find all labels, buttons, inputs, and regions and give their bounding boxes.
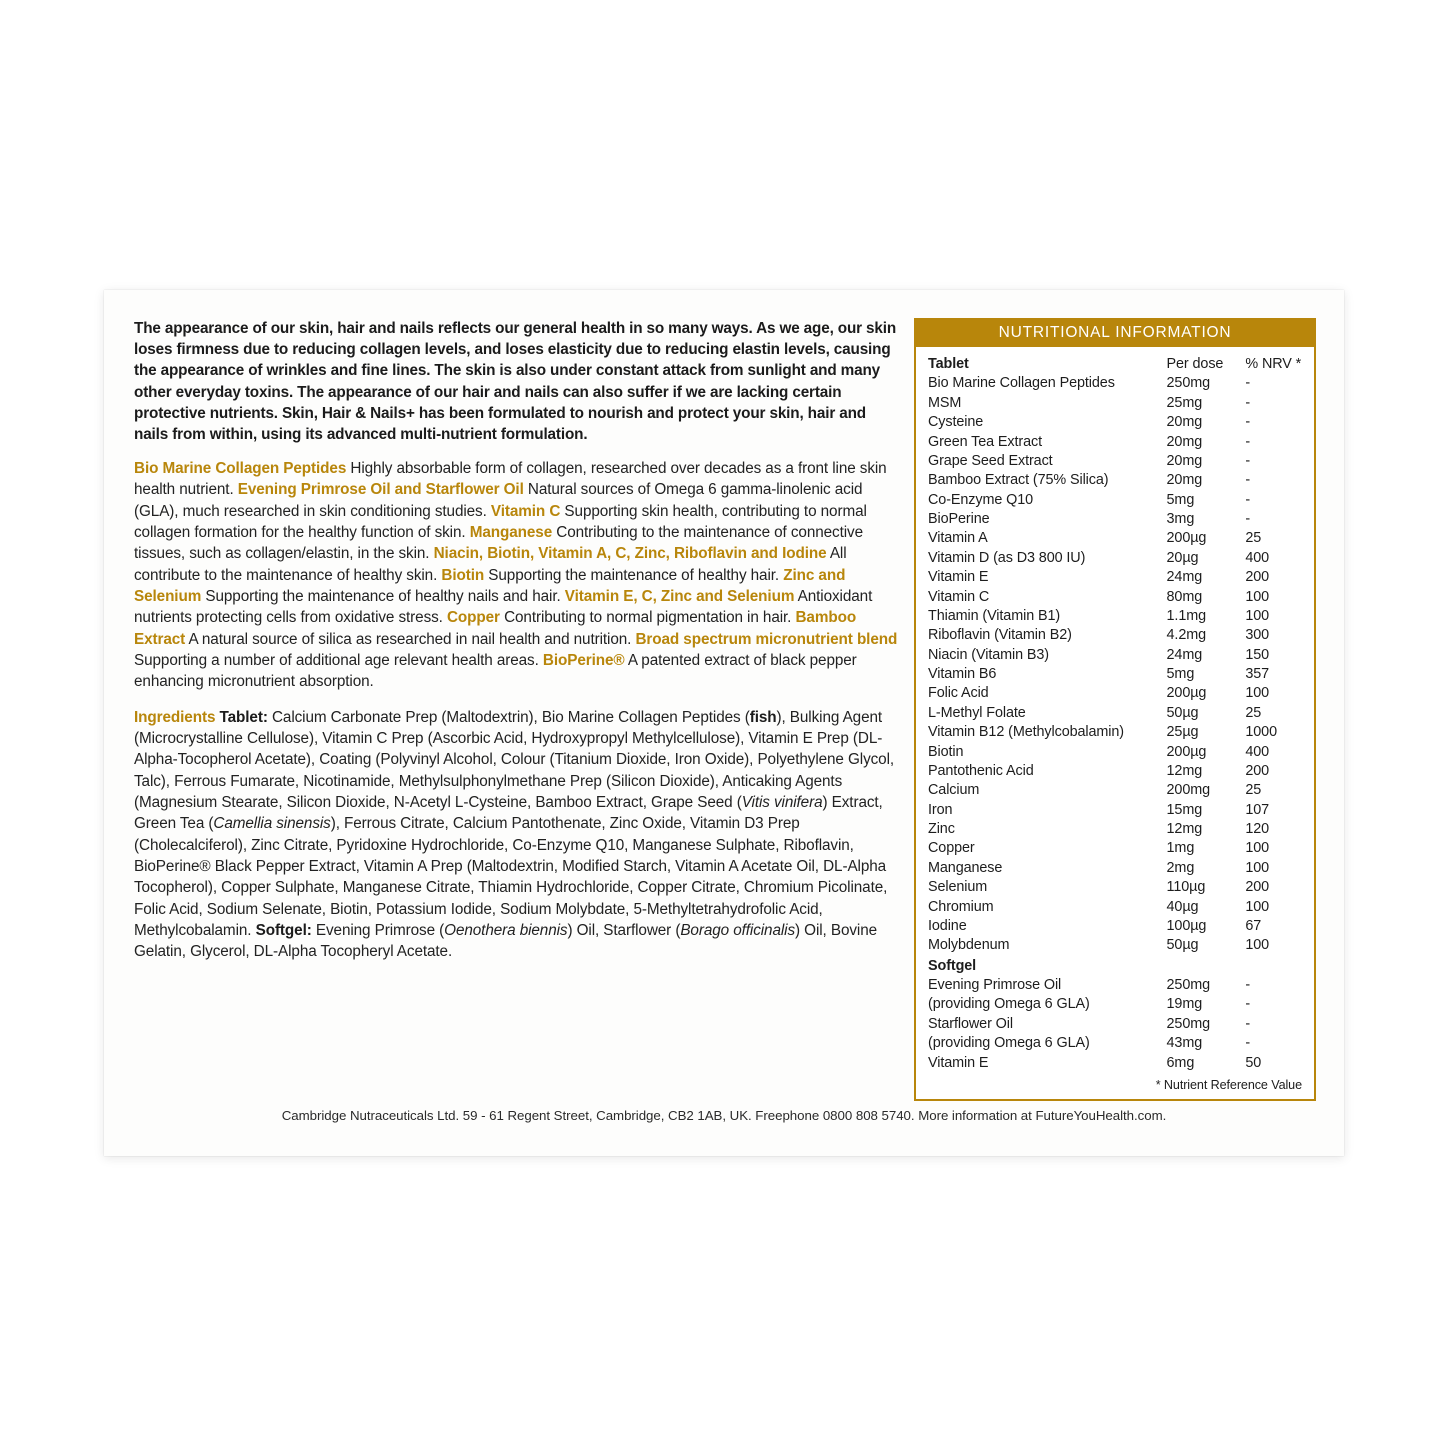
nutrient-name: BioPerine	[928, 511, 990, 527]
nutrient-name: Vitamin D (as D3 800 IU)	[928, 549, 1086, 566]
table-row	[928, 374, 1304, 393]
nutrient-name: Biotin	[928, 743, 964, 760]
table-row	[928, 549, 1304, 568]
nutrient-dose: 250mg	[1166, 977, 1211, 993]
nutrient-name: Grape Seed Extract	[928, 452, 1053, 469]
benefit-text: Supporting the maintenance of healthy hair.	[484, 566, 784, 584]
nutrient-nrv: 100	[1245, 937, 1270, 954]
benefit-term: Niacin, Biotin, Vitamin A, C, Zinc, Riboflavin and Iodine	[433, 545, 827, 563]
benefit-text: Contributing to normal pigmentation in hair.	[499, 609, 796, 627]
benefit-term: Zinc and Selenium	[134, 566, 846, 605]
nutrient-name: Pantothenic Acid	[928, 762, 1034, 779]
table-row	[928, 684, 1304, 703]
nutrient-nrv: 200	[1245, 762, 1270, 779]
nutrition-title: NUTRITIONAL INFORMATION	[916, 320, 1314, 347]
nutrient-nrv: -	[1245, 452, 1251, 469]
nutrient-nrv: 100	[1245, 840, 1270, 857]
nutrient-dose: 4.2mg	[1166, 627, 1207, 644]
table-row	[928, 1015, 1304, 1034]
nutrient-name: (providing Omega 6 GLA)	[928, 996, 1090, 1013]
nutrient-dose: 5mg	[1166, 491, 1195, 508]
nutrient-name: Vitamin E	[928, 569, 989, 586]
table-row	[928, 995, 1304, 1014]
nutrition-table	[928, 355, 1304, 1073]
product-label-panel	[104, 290, 1344, 1156]
nutrient-nrv: -	[1245, 394, 1251, 411]
table-row	[928, 839, 1304, 858]
nutrient-nrv: 107	[1245, 801, 1270, 818]
left-column	[134, 318, 899, 963]
nutrient-dose: 24mg	[1166, 569, 1203, 586]
nutrient-dose: 50µg	[1166, 937, 1199, 954]
nutrient-nrv: 100	[1245, 685, 1270, 702]
nutrient-name: Iron	[928, 801, 953, 818]
nutrient-dose	[1167, 956, 1246, 976]
nutrient-name: Zinc	[928, 821, 955, 837]
benefits-paragraph	[134, 458, 899, 693]
nutrient-name: Molybdenum	[928, 937, 1010, 954]
nutrient-nrv: -	[1245, 1015, 1251, 1032]
table-row	[928, 801, 1304, 820]
table-row	[928, 607, 1304, 626]
nutrient-dose: 110µg	[1166, 879, 1206, 896]
ingredients-text-5: Evening Primrose (	[311, 921, 445, 939]
table-row	[928, 471, 1304, 490]
nutrient-name: Cysteine	[928, 414, 984, 431]
benefit-text: Supporting a number of additional age relevant health areas.	[134, 651, 543, 669]
nutrient-nrv: 100	[1245, 898, 1270, 915]
table-row	[928, 568, 1304, 587]
nutrient-dose: 200µg	[1166, 743, 1207, 760]
nutrient-nrv: -	[1245, 511, 1251, 527]
table-row	[928, 781, 1304, 800]
ingredients-borago-latin: Borago officinalis	[680, 921, 796, 939]
nutrient-nrv: 200	[1245, 569, 1270, 586]
nutrient-dose: 1mg	[1166, 840, 1195, 857]
nrv-footnote: * Nutrient Reference Value	[1155, 1077, 1302, 1092]
benefit-term: BioPerine®	[542, 651, 625, 669]
benefit-text: All contribute to the maintenance of healthy skin.	[134, 545, 847, 584]
nutrient-nrv: 100	[1245, 607, 1270, 624]
nutrient-dose: 12mg	[1166, 762, 1203, 779]
benefit-text: Supporting the maintenance of healthy nails and hair.	[201, 588, 565, 605]
table-row	[928, 1034, 1304, 1053]
nutrient-name: Co-Enzyme Q10	[928, 491, 1034, 508]
nutrient-name: Manganese	[928, 859, 1003, 876]
nutrient-dose: 20µg	[1166, 549, 1199, 566]
softgel-section-row	[928, 956, 1304, 976]
nutrient-name: Vitamin B6	[928, 666, 997, 682]
table-row	[928, 704, 1304, 723]
ingredients-vitis-latin: Vitis vinifera	[741, 793, 823, 811]
nutrient-dose: 50µg	[1166, 704, 1199, 721]
nutrient-dose: 19mg	[1166, 996, 1203, 1013]
benefit-term: Biotin	[441, 566, 485, 584]
nutrient-nrv: 25	[1245, 530, 1262, 547]
table-row	[928, 452, 1304, 471]
nutrient-nrv: 200	[1245, 879, 1270, 896]
table-row	[928, 898, 1304, 917]
nutrient-nrv: 25	[1245, 782, 1262, 799]
nutrient-nrv: -	[1245, 414, 1251, 431]
nutrient-nrv: -	[1245, 977, 1251, 993]
benefit-text: Natural sources of Omega 6 gamma-linolenic acid (GLA), much researched in skin conditioning studies.	[134, 481, 863, 520]
ingredients-heading: Ingredients	[134, 708, 216, 726]
table-row	[928, 646, 1304, 665]
table-row	[928, 723, 1304, 742]
benefit-term: Evening Primrose Oil and Starflower Oil	[237, 481, 524, 499]
ingredients-text-2: ), Bulking Agent (Microcrystalline Cellulose), Vitamin C Prep (Ascorbic Acid, Hydroxypropyl Methylcellulose), Vitamin E Prep (DL-Alpha-Tocopherol Acetate), Coating (Polyvinyl Alcohol, Colour (Titanium Dioxide, Iron Oxide), Polyethylene Glycol, Talc), Ferrous Fumarate, Nicotinamide, Methylsulphonylmethane Prep (Silicon Dioxide), Anticaking Agents (Magnesium Stearate, Silicon Dioxide, N-Acetyl L-Cysteine, Bamboo Extract, Grape Seed (	[134, 708, 895, 811]
nutrient-dose: 24mg	[1166, 646, 1203, 663]
nutrient-nrv: -	[1245, 375, 1251, 392]
nutrient-dose: 5mg	[1166, 666, 1195, 682]
table-row	[928, 878, 1304, 897]
nutrient-name: Bamboo Extract (75% Silica)	[928, 472, 1109, 489]
ingredients-camellia-latin: Camellia sinensis	[213, 815, 331, 833]
benefit-text: A natural source of silica as researched in nail health and nutrition.	[185, 630, 636, 648]
nutrient-dose: 80mg	[1166, 588, 1203, 605]
label-content	[104, 290, 1344, 1156]
benefit-text: Contributing to the maintenance of connective tissues, such as collagen/elastin, in the skin.	[134, 524, 863, 563]
nutrient-name: Chromium	[928, 898, 994, 915]
nutrient-nrv: 120	[1245, 821, 1270, 837]
table-row	[928, 510, 1304, 529]
nutrient-name: Thiamin (Vitamin B1)	[928, 607, 1061, 624]
table-row	[928, 413, 1304, 432]
table-row	[928, 917, 1304, 936]
nutrient-dose: 1.1mg	[1166, 607, 1207, 624]
ingredients-oenothera-latin: Oenothera biennis	[444, 921, 568, 939]
nutrient-nrv: 50	[1245, 1054, 1262, 1071]
nutrient-name: Calcium	[928, 782, 980, 799]
nutrient-name: L-Methyl Folate	[928, 704, 1026, 721]
table-row	[928, 743, 1304, 762]
table-row	[928, 976, 1304, 995]
table-row	[928, 1054, 1304, 1073]
table-row	[928, 529, 1304, 548]
nutrient-nrv: 100	[1245, 588, 1270, 605]
nutrient-name: Tablet	[928, 356, 969, 372]
ingredients-text-6: ) Oil, Starflower (	[567, 921, 681, 939]
nutrient-dose: 25µg	[1166, 724, 1199, 741]
nutrient-nrv: -	[1245, 996, 1251, 1013]
nutrient-name: (providing Omega 6 GLA)	[928, 1035, 1090, 1052]
ingredients-text-4: ), Ferrous Citrate, Calcium Pantothenate, Zinc Oxide, Vitamin D3 Prep (Cholecalciferol), Zinc Citrate, Pyridoxine Hydrochloride, Co-Enzyme Q10, Manganese Sulphate, Riboflavin, BioPerine® Black Pepper Extract, Vitamin A Prep (Maltodextrin, Modified Starch, Vitamin A Acetate Oil, DL-Alpha Tocopherol), Copper Sulphate, Manganese Citrate, Thiamin Hydrochloride, Copper Citrate, Chromium Picolinate, Folic Acid, Sodium Selenate, Biotin, Potassium Iodide, Sodium Molybdate, 5-Methyltetrahydrofolic Acid, Methylcobalamin.	[134, 815, 888, 939]
nutrient-nrv: -	[1245, 491, 1251, 508]
benefit-text: Highly absorbable form of collagen, researched over decades as a front line skin health nutrient.	[134, 460, 887, 499]
nutrient-name: Niacin (Vitamin B3)	[928, 646, 1049, 663]
nutrient-name: Vitamin C	[928, 588, 990, 605]
table-row	[928, 626, 1304, 645]
nutrient-dose: 200µg	[1166, 685, 1207, 702]
benefit-term: Manganese	[469, 524, 553, 542]
nutrient-nrv: 300	[1245, 627, 1270, 644]
nutrient-nrv: 150	[1245, 646, 1270, 663]
company-footer: Cambridge Nutraceuticals Ltd. 59 - 61 Regent Street, Cambridge, CB2 1AB, UK. Freephone 0800 808 5740. More information at FutureYouHealth.com.	[281, 1108, 1167, 1123]
nutrient-name: Softgel	[928, 957, 977, 974]
table-row	[928, 762, 1304, 781]
nutrient-nrv: -	[1245, 472, 1251, 489]
benefit-term: Vitamin C	[490, 502, 561, 520]
table-header-row	[928, 355, 1304, 374]
nutrient-name: Starflower Oil	[928, 1015, 1013, 1032]
table-row	[928, 394, 1304, 413]
nutrient-nrv: -	[1245, 433, 1251, 450]
nutrient-dose: 12mg	[1166, 821, 1203, 837]
nutrient-nrv: 400	[1245, 549, 1270, 566]
nutrient-name: Green Tea Extract	[928, 433, 1043, 450]
benefit-text: Antioxidant nutrients protecting cells from oxidative stress.	[134, 588, 873, 627]
nutrient-name: MSM	[928, 394, 962, 411]
nutrient-name: Vitamin A	[928, 530, 988, 547]
nutrient-dose: 200mg	[1166, 782, 1211, 799]
nutrient-dose: 43mg	[1166, 1035, 1203, 1052]
nutrient-dose: 20mg	[1166, 433, 1203, 450]
nutrition-table-body	[916, 347, 1314, 1099]
nutrient-name: Evening Primrose Oil	[928, 977, 1062, 993]
table-row	[928, 588, 1304, 607]
nutrient-dose: 3mg	[1166, 511, 1195, 527]
nutrient-dose: 6mg	[1166, 1054, 1195, 1071]
nutrient-name: Riboflavin (Vitamin B2)	[928, 627, 1072, 644]
nutrient-name: Vitamin B12 (Methylcobalamin)	[928, 724, 1124, 741]
table-row	[928, 665, 1304, 684]
benefit-text: Supporting skin health, contributing to normal collagen formation for the healthy function of skin.	[134, 502, 867, 542]
benefit-term: Bio Marine Collagen Peptides	[134, 460, 347, 478]
nutrient-dose: 40µg	[1166, 898, 1199, 915]
nutrient-name: Iodine	[928, 917, 967, 934]
ingredients-text-3: ) Extract, Green Tea (	[134, 793, 883, 833]
nutrient-nrv: 357	[1245, 666, 1270, 682]
nutrient-nrv: 400	[1245, 743, 1270, 760]
nutrient-nrv: 67	[1245, 917, 1262, 934]
nutrient-dose: 20mg	[1166, 414, 1203, 431]
table-row	[928, 491, 1304, 510]
nutrient-dose: 20mg	[1166, 472, 1203, 489]
nutrient-nrv: 100	[1245, 859, 1270, 876]
nutritional-information-panel	[914, 318, 1316, 1101]
nutrient-dose: 250mg	[1166, 1015, 1211, 1032]
nutrient-name: Vitamin E	[928, 1054, 989, 1071]
nutrient-dose: 15mg	[1166, 801, 1203, 818]
table-row	[928, 433, 1304, 452]
nutrient-nrv: % NRV *	[1245, 356, 1302, 372]
nutrient-nrv: -	[1245, 1035, 1251, 1052]
nutrient-name: Selenium	[928, 879, 988, 896]
nutrient-nrv	[1245, 956, 1304, 976]
intro-paragraph: The appearance of our skin, hair and nails reflects our general health in so many ways. As we age, our skin loses firmness due to reducing collagen levels, and loses elasticity due to reducing elastin levels, causing the appearance of wrinkles and fine lines. The skin is also under constant attack from sunlight and many other everyday toxins. The appearance of our hair and nails can also suffer if we are lacking certain protective nutrients. Skin, Hair & Nails+ has been formulated to nourish and protect your skin, hair and nails from within, using its advanced multi-nutrient formulation.	[134, 320, 897, 443]
nutrient-dose: Per dose	[1166, 356, 1224, 372]
nutrient-dose: 20mg	[1166, 452, 1203, 469]
nutrient-name: Copper	[928, 840, 975, 857]
ingredients-softgel-label: Softgel:	[255, 921, 312, 939]
benefit-text: A patented extract of black pepper enhancing micronutrient absorption.	[134, 651, 857, 691]
benefit-term: Bamboo Extract	[134, 609, 857, 648]
nutrient-nrv: 25	[1245, 704, 1262, 721]
ingredients-text-7: ) Oil, Bovine Gelatin, Glycerol, DL-Alpha Tocopheryl Acetate.	[134, 921, 878, 961]
benefit-term: Vitamin E, C, Zinc and Selenium	[564, 588, 795, 605]
nutrient-dose: 100µg	[1166, 917, 1207, 934]
nutrient-name: Bio Marine Collagen Peptides	[928, 375, 1115, 392]
ingredients-fish-allergen: fish	[749, 708, 777, 726]
ingredients-text-1: Calcium Carbonate Prep (Maltodextrin), Bio Marine Collagen Peptides (	[267, 708, 750, 726]
table-row	[928, 936, 1304, 955]
nutrient-dose: 2mg	[1166, 859, 1195, 876]
ingredients-tablet-label: Tablet:	[219, 708, 268, 726]
nutrient-dose: 200µg	[1166, 530, 1207, 547]
benefit-term: Broad spectrum micronutrient blend	[635, 630, 898, 648]
benefit-term: Copper	[446, 609, 500, 627]
nutrient-name: Folic Acid	[928, 685, 989, 702]
nutrient-nrv: 1000	[1245, 724, 1277, 741]
table-row	[928, 859, 1304, 878]
nutrient-dose: 25mg	[1166, 394, 1203, 411]
table-row	[928, 820, 1304, 839]
nutrient-dose: 250mg	[1166, 375, 1211, 392]
ingredients-paragraph	[134, 707, 899, 963]
